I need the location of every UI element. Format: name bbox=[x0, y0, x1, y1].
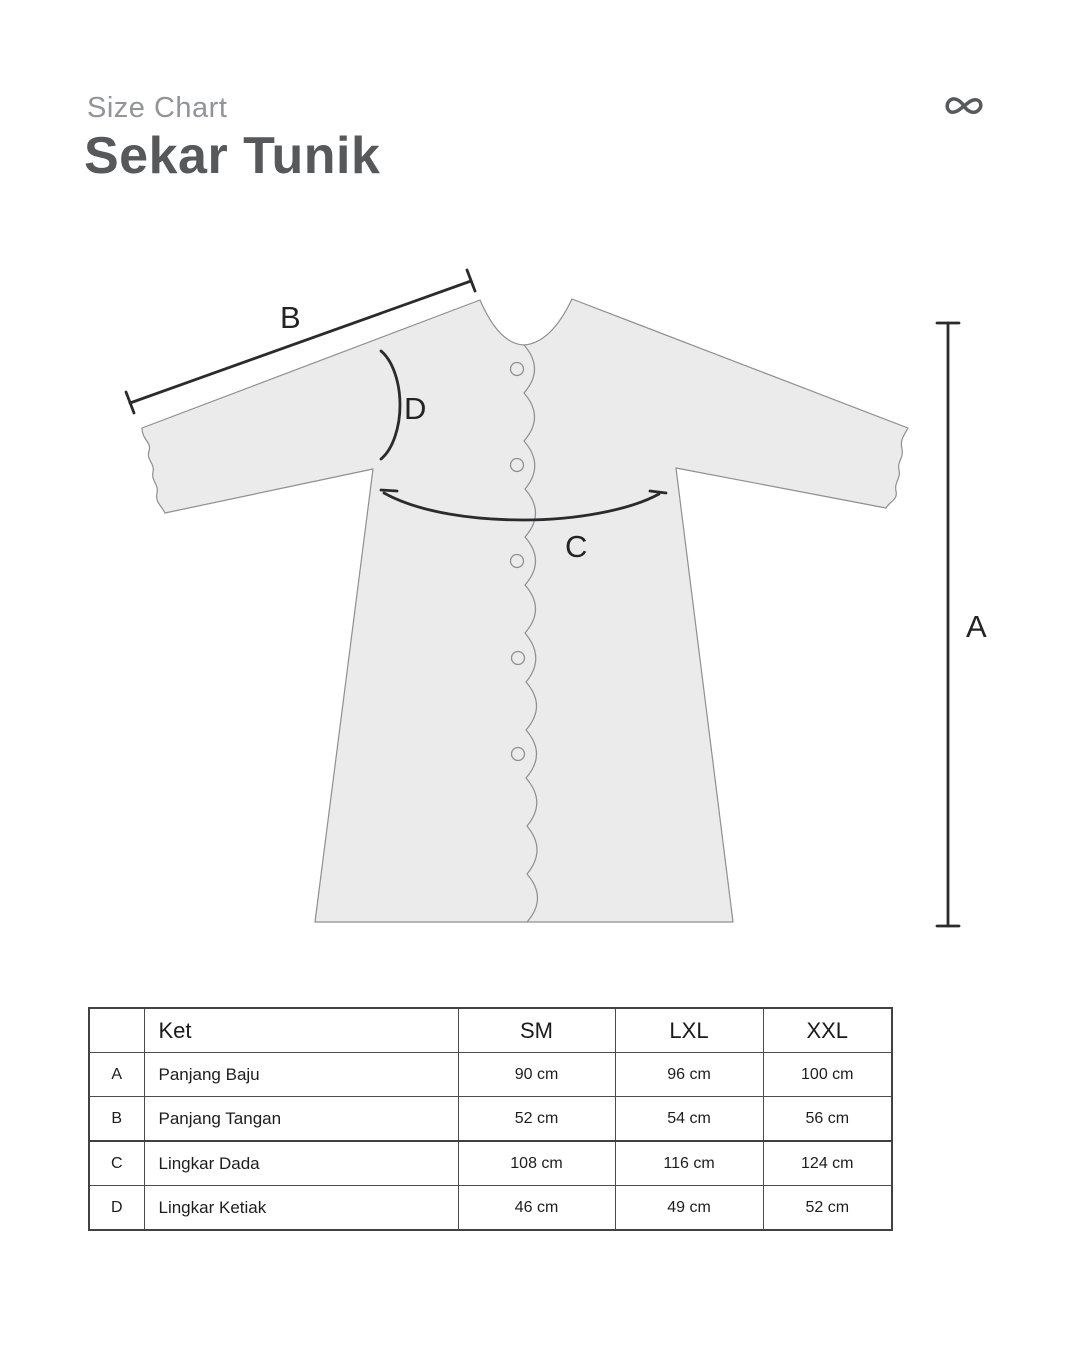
row-value-sm: 52 cm bbox=[458, 1097, 615, 1142]
table-row bbox=[89, 1141, 892, 1186]
row-code: C bbox=[89, 1141, 144, 1186]
table-row bbox=[89, 1053, 892, 1097]
row-code: D bbox=[89, 1186, 144, 1231]
row-name: Panjang Tangan bbox=[144, 1097, 458, 1142]
measure-label-b: B bbox=[280, 300, 301, 335]
table-header-row bbox=[89, 1008, 892, 1053]
row-name: Panjang Baju bbox=[144, 1053, 458, 1097]
row-value-xxl: 56 cm bbox=[763, 1097, 892, 1142]
page-title: Sekar Tunik bbox=[84, 127, 381, 185]
table-row bbox=[89, 1186, 892, 1231]
header-size-xxl: XXL bbox=[763, 1008, 892, 1053]
row-value-xxl: 100 cm bbox=[763, 1053, 892, 1097]
row-code: B bbox=[89, 1097, 144, 1142]
header-empty-cell bbox=[89, 1008, 144, 1053]
row-value-xxl: 124 cm bbox=[763, 1141, 892, 1186]
row-value-lxl: 54 cm bbox=[615, 1097, 763, 1142]
row-name: Lingkar Ketiak bbox=[144, 1186, 458, 1231]
header-size-lxl: LXL bbox=[615, 1008, 763, 1053]
row-value-lxl: 49 cm bbox=[615, 1186, 763, 1231]
header-size-sm: SM bbox=[458, 1008, 615, 1053]
row-value-sm: 108 cm bbox=[458, 1141, 615, 1186]
size-table bbox=[88, 1007, 893, 1231]
measure-label-d: D bbox=[404, 391, 427, 426]
measure-label-a: A bbox=[966, 609, 987, 644]
button-dot bbox=[511, 459, 524, 472]
button-dot bbox=[511, 555, 524, 568]
row-value-lxl: 96 cm bbox=[615, 1053, 763, 1097]
button-dot bbox=[512, 748, 525, 761]
measure-a-line bbox=[937, 323, 959, 926]
row-code: A bbox=[89, 1053, 144, 1097]
button-dot bbox=[512, 652, 525, 665]
row-value-sm: 90 cm bbox=[458, 1053, 615, 1097]
row-value-sm: 46 cm bbox=[458, 1186, 615, 1231]
page-subtitle: Size Chart bbox=[87, 92, 228, 124]
row-value-xxl: 52 cm bbox=[763, 1186, 892, 1231]
measure-label-c: C bbox=[565, 529, 588, 564]
button-dot bbox=[511, 363, 524, 376]
row-value-lxl: 116 cm bbox=[615, 1141, 763, 1186]
table-row bbox=[89, 1097, 892, 1142]
header-ket: Ket bbox=[144, 1008, 458, 1053]
row-name: Lingkar Dada bbox=[144, 1141, 458, 1186]
